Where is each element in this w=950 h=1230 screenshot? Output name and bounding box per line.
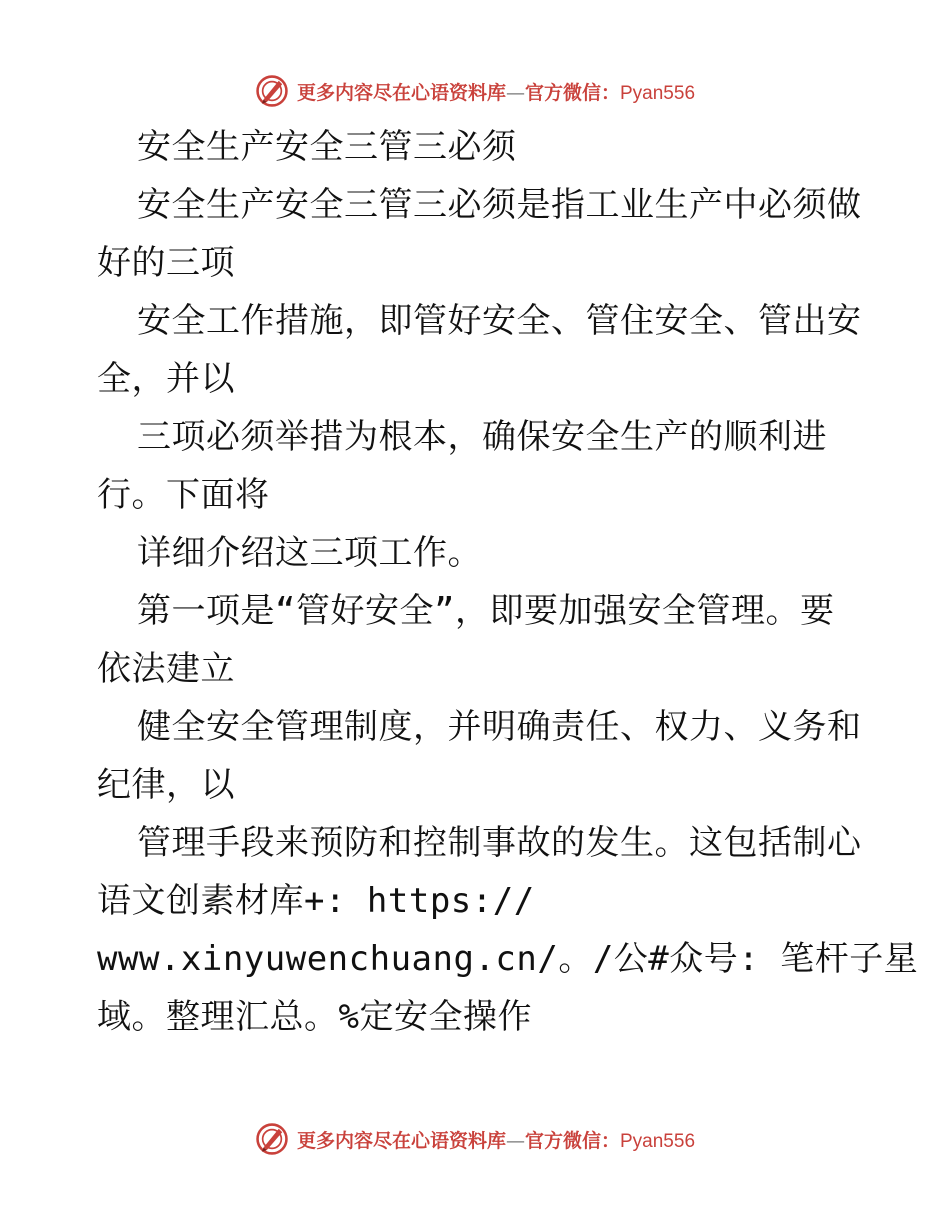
brand-logo-icon <box>255 1122 289 1156</box>
document-line: 纪律，以 <box>97 765 235 805</box>
document-line: 第一项是“管好安全”，即要加强安全管理。要 <box>137 591 835 631</box>
document-line: 行。下面将 <box>97 475 270 515</box>
document-line: 好的三项 <box>97 243 235 283</box>
footer-banner <box>0 1117 950 1161</box>
footer-wechat-label: 官方微信： <box>524 1129 620 1152</box>
brand-logo-icon <box>255 74 289 108</box>
footer-separator: — <box>505 1129 525 1152</box>
document-line: 健全安全管理制度，并明确责任、权力、义务和 <box>137 707 862 747</box>
footer-brand: 更多内容尽在心语资料库 <box>296 1129 506 1152</box>
header-brand: 更多内容尽在心语资料库 <box>296 81 506 104</box>
document-line: 详细介绍这三项工作。 <box>137 533 482 573</box>
header-separator: — <box>505 81 525 104</box>
header-banner-text <box>297 78 695 105</box>
document-line: 语文创素材库+: https:// <box>97 881 535 921</box>
document-line: 管理手段来预防和控制事故的发生。这包括制心 <box>137 823 862 863</box>
document-line: www.xinyuwenchuang.cn/。/公#众号: 笔杆子星 <box>97 939 919 979</box>
document-line: 域。整理汇总。%定安全操作 <box>97 997 532 1037</box>
document-line: 安全工作措施，即管好安全、管住安全、管出安 <box>137 301 862 341</box>
header-wechat-id: Pyan556 <box>620 82 696 104</box>
document-line: 依法建立 <box>97 649 235 689</box>
header-banner <box>0 69 950 113</box>
document-line: 安全生产安全三管三必须 <box>137 127 517 167</box>
document-body <box>97 118 919 1046</box>
document-line: 全，并以 <box>97 359 235 399</box>
footer-wechat-id: Pyan556 <box>620 1130 696 1152</box>
document-line: 安全生产安全三管三必须是指工业生产中必须做 <box>137 185 862 225</box>
document-line: 三项必须举措为根本，确保安全生产的顺利进 <box>137 417 827 457</box>
header-wechat-label: 官方微信： <box>524 81 620 104</box>
footer-banner-text <box>297 1126 695 1153</box>
